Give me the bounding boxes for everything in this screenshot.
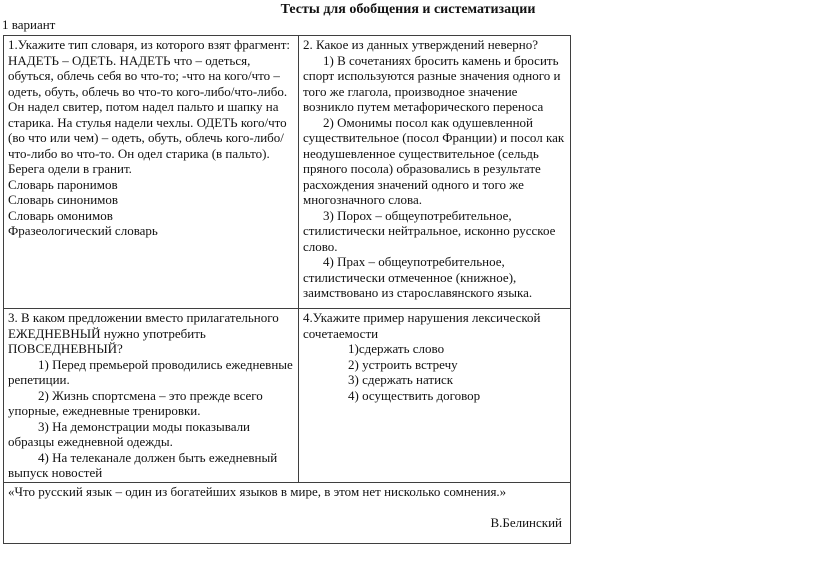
question-1-cell (4, 36, 299, 309)
question-2-option-1: 1) В сочетаниях бросить камень и бросить спорт используются разные значения одного и того же глагола, производное значение возникло путем метафорического переноса (303, 52, 561, 114)
question-2-option-3: 3) Порох – общеупотребительное, стилистически нейтральное, исконно русское слово. (303, 207, 556, 254)
question-3-option-4: 4) На телеканале должен быть ежедневный выпуск новостей (8, 449, 278, 480)
question-1-option-2: Словарь синонимов (8, 192, 119, 207)
table-row (4, 36, 571, 309)
question-4-option-1: 1)сдержать слово (348, 341, 445, 356)
variant-label: 1 вариант (2, 17, 56, 32)
question-4-option-3: 3) сдержать натиск (348, 372, 454, 387)
question-1-fragment: НАДЕТЬ – ОДЕТЬ. НАДЕТЬ что – одеться, обуться, облечь себя во что-то; -что на кого/что – одеть, обуть, облечь во что-то кого-либо/что-либо. Он надел свитер, потом надел пальто и шапку на старика. На стулья надели чехлы. ОДЕТЬ кого/что (во что или чем) – одеть, обуть, облечь кого-либо/что-либо во что-то. Он одел старика (в пальто). Берега одели в гранит. (8, 52, 288, 176)
document-page (0, 2, 816, 567)
question-4-option-4: 4) осуществить договор (348, 387, 481, 403)
question-1-option-1: Словарь паронимов (8, 176, 118, 192)
question-2-intro: 2. Какое из данных утверждений неверно? (303, 37, 539, 52)
table-row (4, 309, 571, 483)
question-2-cell (299, 36, 571, 309)
question-3-option-3: 3) На демонстрации моды показывали образцы ежедневной одежды. (8, 418, 251, 449)
quiz-table (3, 35, 571, 544)
question-4-cell (299, 309, 571, 483)
question-3-cell (4, 309, 299, 483)
table-row (4, 482, 571, 543)
question-4-intro: 4.Укажите пример нарушения лексической сочетаемости (303, 310, 541, 341)
question-2-option-4: 4) Прах – общеупотребительное, стилистически отмеченное (книжное), заимствовано из старославянского языка. (303, 254, 533, 300)
question-3-option-1: 1) Перед премьерой проводились ежедневные репетиции. (8, 356, 293, 387)
quote-text: «Что русский язык – один из богатейших языков в мире, в этом нет нисколько сомнения.» (8, 483, 507, 499)
question-3-intro: 3. В каком предложении вместо прилагательного ЕЖЕДНЕВНЫЙ нужно употребить ПОВСЕДНЕВНЫЙ? (8, 310, 279, 356)
question-1-option-4: Фразеологический словарь (8, 223, 158, 238)
question-1-option-3: Словарь омонимов (8, 207, 113, 223)
quote-cell (4, 482, 571, 543)
question-2-option-2: 2) Омонимы посол как одушевленной существительное (посол Франции) и посол как неодушевленное существительное (сельдь пряного посола) образовались в результате расхождения значений одного и того же многозначного слова. (303, 114, 565, 207)
question-4-option-2: 2) устроить встречу (348, 356, 458, 372)
document-title: Тесты для обобщения и систематизации (280, 2, 536, 17)
quote-author: В.Белинский (490, 515, 562, 530)
question-1-intro: 1.Укажите тип словаря, из которого взят фрагмент: (8, 37, 291, 52)
question-3-option-2: 2) Жизнь спортсмена – это прежде всего упорные, ежедневные тренировки. (8, 387, 263, 418)
